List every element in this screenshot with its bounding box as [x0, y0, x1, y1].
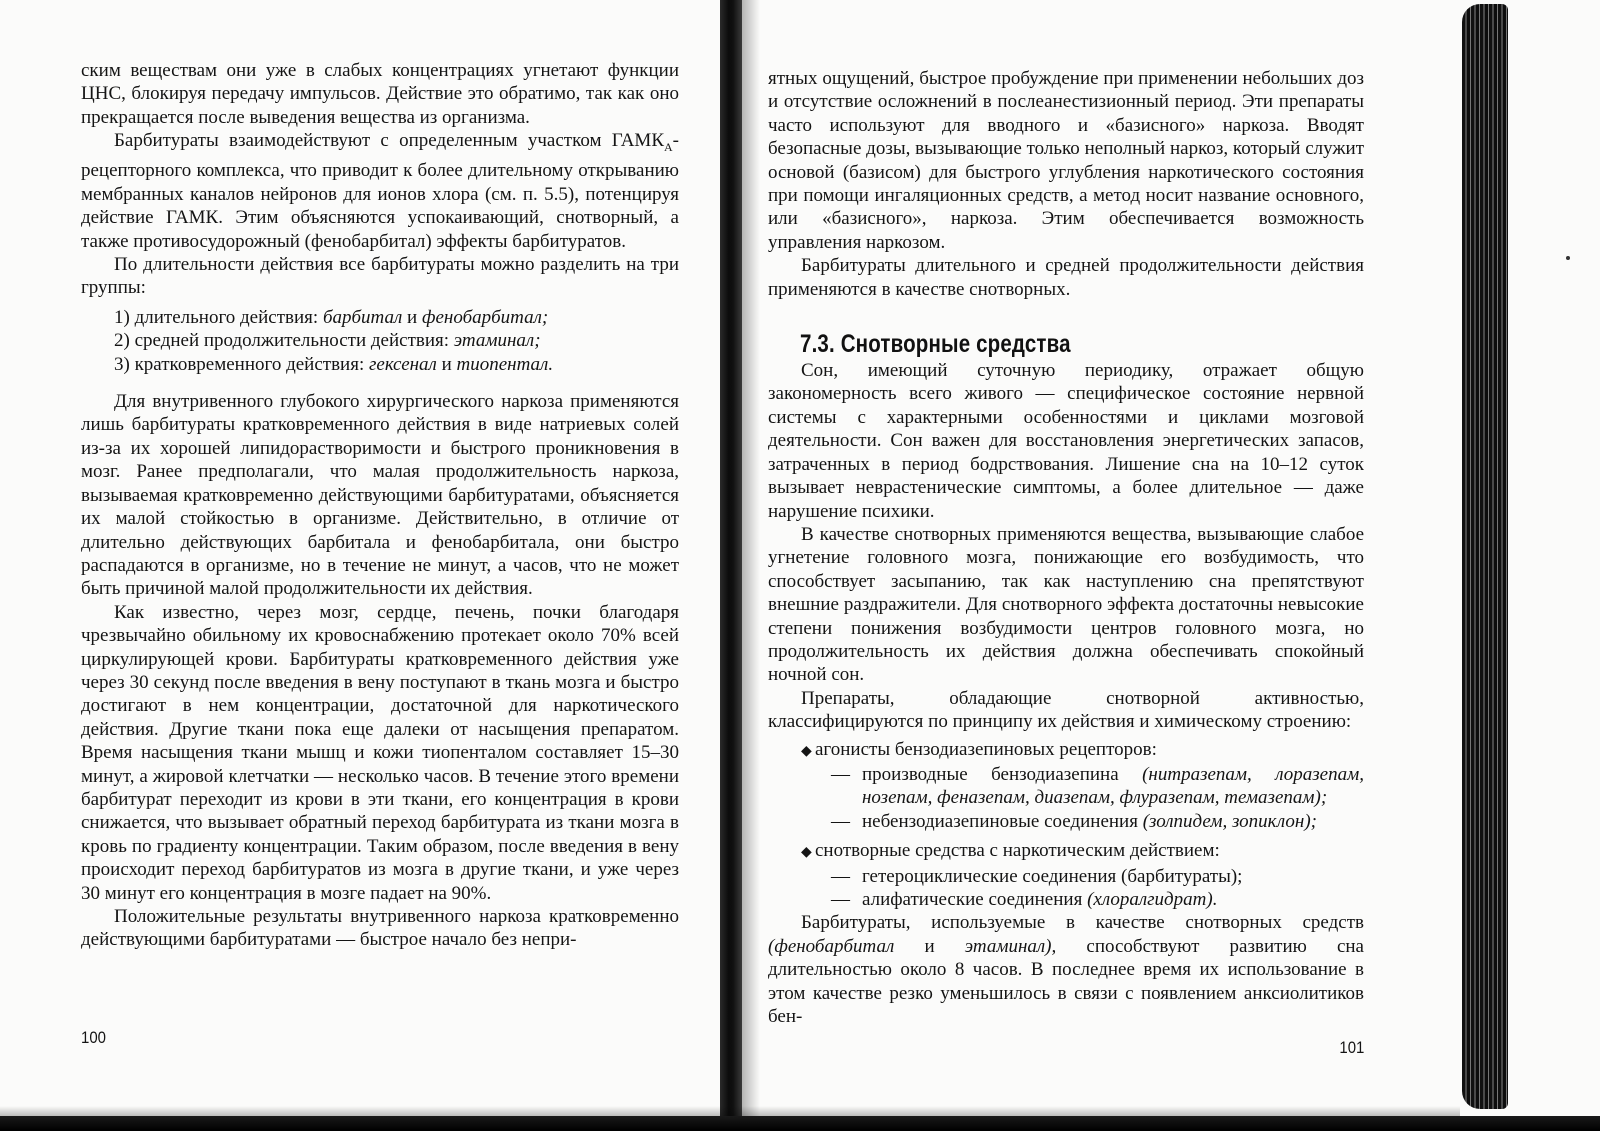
- drug-name: (фенобарбитал: [768, 935, 895, 957]
- drug-name: этаминал),: [964, 935, 1057, 957]
- drug-names: (хлоралгидрат).: [1087, 889, 1218, 910]
- dash-icon: —: [831, 865, 850, 887]
- paragraph-text: способствуют развитию сна длительностью около 8 часов. В последнее время их использование в этом качестве резко уменьшилось в связи с появлением анксиолитиков бен-: [768, 935, 1364, 1028]
- bullet-item: [768, 738, 1364, 763]
- paragraph-text: Барбитураты взаимодействуют с определенным участком ГАМК: [114, 130, 664, 152]
- paragraph: Положительные результаты внутривенного наркоза кратковременно действующими барбитуратами — быстрое начало без непри-: [81, 906, 679, 951]
- drug-name: фенобарбитал;: [421, 306, 549, 328]
- paragraph: Сон, имеющий суточную периодику, отражает общую закономерность всего живого — специфическое состояние нервной системы с характерными особенностями и циклами мозговой деятельности. Сон важен для восстановления энергетических запасов, затраченных в период бодрствования. Лишение сна на 10–12 суток вызывает неврастенические симптомы, а более длительное — даже нарушение психики.: [768, 360, 1364, 522]
- bottom-shadow: [0, 1106, 1460, 1116]
- bottom-book-edge: [0, 1116, 1600, 1131]
- paragraph-gaba: [81, 129, 679, 253]
- paragraph: ским веществам они уже в слабых концентрациях угнетают функции ЦНС, блокируя передачу импульсов. Действие это обратимо, так как оно прекращается после выведения вещества из организма.: [81, 60, 679, 128]
- numbered-list: [81, 306, 679, 376]
- paragraph: Препараты, обладающие снотворной активностью, классифицируются по принципу их действия и химическому строению:: [768, 687, 1364, 733]
- sub-item-text: алифатические соединения: [862, 889, 1088, 910]
- drug-names: (золпидем, зопиклон);: [1142, 810, 1317, 832]
- page-stack-edge: [1462, 4, 1508, 1109]
- list-item-text: и: [402, 306, 422, 328]
- paragraph: По длительности действия все барбитураты можно разделить на три группы:: [81, 254, 679, 299]
- sub-list-item: [768, 763, 1364, 810]
- paragraph: [768, 911, 1364, 1028]
- paragraph-text: -рецепторного комплекса, что приводит к более длительному открыванию мембранных каналов нейронов для ионов хлора (см. п. 5.5), потенцируя действие ГАМК. Этим объясняются успокаивающий, снотворный, а также противосудорожный (фенобарбитал) эффекты барбитуратов.: [81, 130, 679, 252]
- bullet-group: [768, 738, 1364, 834]
- list-item-text: 3) кратковременного действия:: [114, 353, 369, 375]
- bullet-label: агонисты бензодиазепиновых рецепторов:: [815, 738, 1157, 760]
- list-item: [81, 306, 679, 329]
- list-item: [81, 353, 679, 376]
- diamond-bullet-icon: ◆: [801, 743, 812, 759]
- drug-name: этаминал;: [453, 330, 541, 352]
- dash-icon: —: [831, 889, 850, 910]
- dash-icon: —: [831, 763, 850, 785]
- paragraph: Барбитураты длительного и средней продолжительности действия применяются в качестве снотворных.: [768, 255, 1364, 300]
- paragraph: Для внутривенного глубокого хирургического наркоза применяются лишь барбитураты кратковременного действия в виде натриевых солей из-за их хорошей липидорастворимости и быстрого проникновения в мозг. Ранее предполагали, что малая продолжительность наркоза, вызываемая кратковременно действующими барбитуратами, объясняется их малой стойкостью в организме. Действительно, в отличие от длительно действующих барбитала и фенобарбитала, они быстро распадаются в организме, но в течение не минут, а часов, что не может быть причиной малой продолжительности их действия.: [81, 391, 679, 600]
- list-item: [81, 329, 679, 352]
- sub-list-item: [768, 810, 1364, 833]
- sub-item-text: гетероциклические соединения (барбитураты);: [862, 865, 1243, 887]
- paragraph: ятных ощущений, быстрое пробуждение при применении небольших доз и отсутствие осложнений в послеанестизионный период. Эти препараты часто используют для вводного и «базисного» наркоза. Вводят безопасные дозы, вызывающие только неполный наркоз, который служит основой (базисом) для быстрого углубления наркотического состояния при помощи ингаляционных средств, а метод носит название основного, или «базисного», наркоза. Этим обеспечивается возможность управления наркозом.: [768, 68, 1364, 253]
- sub-item-text: небензодиазепиновые соединения: [862, 810, 1143, 832]
- page-number-left: 100: [81, 1028, 106, 1047]
- list-item-text: 1) длительного действия:: [114, 306, 323, 328]
- scan-speck: [1566, 256, 1570, 260]
- bullet-label: снотворные средства с наркотическим действием:: [815, 840, 1220, 862]
- subscript: А: [664, 140, 673, 155]
- sub-list-item: [768, 888, 1364, 911]
- dash-icon: —: [831, 810, 850, 832]
- page-number-right: 101: [1339, 1038, 1365, 1057]
- sub-item-text: производные бензодиазепина: [862, 763, 1143, 785]
- list-item-text: и: [436, 353, 457, 375]
- paragraph-text: Барбитураты, используемые в качестве снотворных средств: [801, 912, 1364, 934]
- spine-shadow: [742, 0, 760, 1131]
- drug-name: тиопентал.: [456, 353, 554, 375]
- sub-list-item: [768, 865, 1364, 888]
- paragraph-text: и: [894, 935, 965, 957]
- diamond-bullet-icon: ◆: [801, 845, 812, 861]
- drug-name: гексенал: [369, 353, 437, 375]
- list-item-text: 2) средней продолжительности действия:: [114, 330, 454, 352]
- paragraph: В качестве снотворных применяются вещества, вызывающие слабое угнетение головного мозга, понижающие его возбудимость, что способствует засыпанию, так как наступлению сна препятствуют внешние раздражители. Для снотворного эффекта достаточны невысокие степени понижения возбудимости центров головного мозга, но продолжительность их действия должна обеспечивать спокойный ночной сон.: [768, 523, 1364, 686]
- left-text-column: [81, 59, 679, 952]
- drug-name: барбитал: [322, 306, 403, 328]
- bullet-item: [768, 839, 1364, 864]
- right-text-column: [768, 67, 1364, 1028]
- book-spine: [720, 0, 742, 1131]
- bullet-group: [768, 839, 1364, 911]
- section-heading: 7.3. Снотворные средства: [800, 330, 1071, 359]
- drug-names: (нитразепам, лоразепам, нозепам, феназепам, диазепам, флуразепам, темазепам);: [862, 763, 1364, 809]
- paragraph: Как известно, через мозг, сердце, печень, почки благодаря чрезвычайно обильному их кровоснабжению протекает около 70% всей циркулирующей крови. Барбитураты кратковременного действия уже через 30 секунд после введения в вену поступают в ткань мозга и быстро достигают в нем концентрации, достаточной для наркотического действия. Другие ткани пока еще далеки от насыщения препаратом. Время насыщения ткани мышц и кожи тиопенталом составляет 15–30 минут, а жировой клетчатки — несколько часов. В течение этого времени барбитурат переходит из крови в эти ткани, его концентрация в крови снижается, что вызывает обратный переход барбитурата из ткани мозга в кровь по градиенту концентрации. Таким образом, после введения в вену происходит переход барбитуратов из мозга в другие ткани, и уже через 30 минут его концентрация в мозге падает на 90%.: [81, 601, 679, 904]
